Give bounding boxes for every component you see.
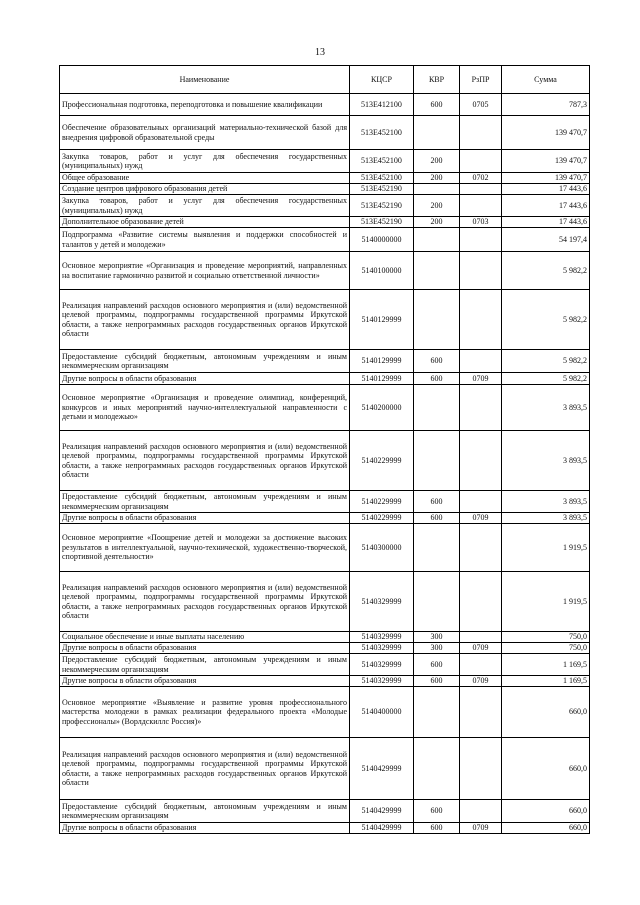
cell-name: Другие вопросы в области образования (60, 513, 350, 524)
cell-rzpr (460, 738, 502, 800)
cell-code: 5140429999 (350, 738, 414, 800)
cell-name: Социальное обеспечение и иные выплаты населению (60, 632, 350, 643)
cell-code: 5140129999 (350, 350, 414, 373)
cell-kvr (414, 184, 460, 195)
cell-name: Основное мероприятие «Выявление и развитие уровня профессионального мастерства молодежи в рамках реализации федерального проекта «Молодые профессионалы» (Ворлдскиллс Россия)» (60, 687, 350, 738)
cell-sum: 139 470,7 (502, 116, 590, 150)
table-row (60, 385, 590, 431)
cell-name: Другие вопросы в области образования (60, 676, 350, 687)
cell-rzpr (460, 800, 502, 823)
table-row (60, 217, 590, 228)
cell-code: 513Е452190 (350, 217, 414, 228)
budget-table (59, 65, 590, 834)
table-row (60, 524, 590, 572)
cell-sum: 54 197,4 (502, 228, 590, 252)
cell-rzpr (460, 632, 502, 643)
cell-name: Предоставление субсидий бюджетным, автономным учреждениям и иным некоммерческим организациям (60, 800, 350, 823)
table-row (60, 290, 590, 350)
cell-name: Закупка товаров, работ и услуг для обеспечения государственных (муниципальных) нужд (60, 195, 350, 217)
page-number: 13 (315, 47, 325, 58)
cell-name: Основное мероприятие «Организация и проведение олимпиад, конференций, конкурсов и иных мероприятий научно-интеллектуальной направленности с детьми и молодежью» (60, 385, 350, 431)
cell-kvr: 600 (414, 800, 460, 823)
cell-sum: 5 982,2 (502, 373, 590, 385)
cell-code: 5140229999 (350, 431, 414, 491)
cell-sum: 139 470,7 (502, 150, 590, 173)
cell-sum: 3 893,5 (502, 491, 590, 513)
cell-sum: 17 443,6 (502, 195, 590, 217)
cell-sum: 17 443,6 (502, 217, 590, 228)
cell-name: Реализация направлений расходов основного мероприятия и (или) ведомственной целевой программы, подпрограммы государственной программы Иркутской области, а также непрограммных расходов государственных органов Иркутской области (60, 290, 350, 350)
cell-name: Реализация направлений расходов основного мероприятия и (или) ведомственной целевой программы, подпрограммы государственной программы Иркутской области, а также непрограммных расходов государственных органов Иркутской области (60, 431, 350, 491)
cell-kvr (414, 116, 460, 150)
cell-sum: 750,0 (502, 643, 590, 654)
cell-rzpr (460, 687, 502, 738)
cell-sum: 5 982,2 (502, 252, 590, 290)
table-row (60, 195, 590, 217)
cell-code: 513Е412100 (350, 94, 414, 116)
cell-code: 5140329999 (350, 643, 414, 654)
header-name: Наименование (60, 66, 350, 94)
cell-sum: 660,0 (502, 738, 590, 800)
table-row (60, 116, 590, 150)
cell-kvr: 600 (414, 676, 460, 687)
table-row (60, 676, 590, 687)
cell-sum: 5 982,2 (502, 350, 590, 373)
cell-rzpr: 0703 (460, 217, 502, 228)
cell-sum: 787,3 (502, 94, 590, 116)
cell-code: 5140329999 (350, 676, 414, 687)
cell-sum: 17 443,6 (502, 184, 590, 195)
cell-rzpr: 0705 (460, 94, 502, 116)
cell-code: 5140129999 (350, 290, 414, 350)
cell-kvr: 300 (414, 632, 460, 643)
cell-rzpr (460, 195, 502, 217)
cell-rzpr (460, 150, 502, 173)
cell-code: 5140200000 (350, 385, 414, 431)
cell-kvr: 600 (414, 373, 460, 385)
cell-sum: 3 893,5 (502, 431, 590, 491)
cell-rzpr (460, 491, 502, 513)
table-row (60, 823, 590, 834)
cell-code: 5140000000 (350, 228, 414, 252)
cell-sum: 660,0 (502, 687, 590, 738)
table-row (60, 513, 590, 524)
table-row (60, 228, 590, 252)
cell-code: 5140329999 (350, 632, 414, 643)
cell-code: 5140129999 (350, 373, 414, 385)
header-code: КЦСР (350, 66, 414, 94)
cell-rzpr (460, 184, 502, 195)
cell-sum: 3 893,5 (502, 385, 590, 431)
cell-name: Закупка товаров, работ и услуг для обеспечения государственных (муниципальных) нужд (60, 150, 350, 173)
table-header-row (60, 66, 590, 94)
cell-rzpr (460, 252, 502, 290)
cell-sum: 1 169,5 (502, 676, 590, 687)
cell-kvr: 600 (414, 491, 460, 513)
table-row (60, 150, 590, 173)
cell-name: Другие вопросы в области образования (60, 643, 350, 654)
table-row (60, 572, 590, 632)
table-row (60, 643, 590, 654)
table-row (60, 654, 590, 676)
cell-rzpr (460, 524, 502, 572)
table-row (60, 350, 590, 373)
cell-code: 5140100000 (350, 252, 414, 290)
cell-rzpr (460, 290, 502, 350)
cell-rzpr: 0702 (460, 173, 502, 184)
cell-kvr (414, 385, 460, 431)
header-sum: Сумма (502, 66, 590, 94)
cell-kvr: 600 (414, 350, 460, 373)
cell-rzpr (460, 228, 502, 252)
cell-name: Подпрограмма «Развитие системы выявления и поддержки способностей и талантов у детей и молодежи» (60, 228, 350, 252)
cell-kvr (414, 290, 460, 350)
cell-rzpr: 0709 (460, 373, 502, 385)
cell-code: 5140429999 (350, 800, 414, 823)
cell-rzpr: 0709 (460, 676, 502, 687)
cell-code: 5140300000 (350, 524, 414, 572)
cell-code: 513Е452100 (350, 116, 414, 150)
cell-rzpr (460, 431, 502, 491)
cell-kvr (414, 738, 460, 800)
cell-code: 5140229999 (350, 513, 414, 524)
header-kvr: КВР (414, 66, 460, 94)
cell-kvr: 600 (414, 94, 460, 116)
cell-code: 5140329999 (350, 654, 414, 676)
cell-name: Предоставление субсидий бюджетным, автономным учреждениям и иным некоммерческим организациям (60, 350, 350, 373)
cell-rzpr: 0709 (460, 513, 502, 524)
table-body (60, 94, 590, 834)
cell-kvr: 600 (414, 513, 460, 524)
cell-code: 513Е452190 (350, 184, 414, 195)
cell-kvr (414, 431, 460, 491)
cell-sum: 1 919,5 (502, 524, 590, 572)
cell-sum: 750,0 (502, 632, 590, 643)
cell-name: Создание центров цифрового образования детей (60, 184, 350, 195)
cell-kvr: 200 (414, 150, 460, 173)
cell-rzpr: 0709 (460, 643, 502, 654)
cell-kvr (414, 252, 460, 290)
cell-code: 5140400000 (350, 687, 414, 738)
cell-kvr (414, 687, 460, 738)
header-rzpr: РзПР (460, 66, 502, 94)
cell-name: Предоставление субсидий бюджетным, автономным учреждениям и иным некоммерческим организациям (60, 491, 350, 513)
table-row (60, 431, 590, 491)
table-row (60, 738, 590, 800)
cell-name: Основное мероприятие «Поощрение детей и молодежи за достижение высоких результатов в интеллектуальной, научно-технической, художественно-творческой, спортивной деятельности» (60, 524, 350, 572)
cell-name: Общее образование (60, 173, 350, 184)
cell-code: 5140229999 (350, 491, 414, 513)
cell-name: Дополнительное образование детей (60, 217, 350, 228)
cell-kvr (414, 228, 460, 252)
cell-code: 5140329999 (350, 572, 414, 632)
cell-code: 513Е452190 (350, 195, 414, 217)
table-row (60, 491, 590, 513)
table-row (60, 252, 590, 290)
cell-rzpr (460, 116, 502, 150)
cell-kvr: 300 (414, 643, 460, 654)
cell-rzpr (460, 385, 502, 431)
cell-name: Другие вопросы в области образования (60, 373, 350, 385)
cell-code: 5140429999 (350, 823, 414, 834)
cell-rzpr: 0709 (460, 823, 502, 834)
cell-kvr: 200 (414, 217, 460, 228)
cell-sum: 660,0 (502, 800, 590, 823)
cell-kvr (414, 524, 460, 572)
table-row (60, 632, 590, 643)
cell-name: Реализация направлений расходов основного мероприятия и (или) ведомственной целевой программы, подпрограммы государственной программы Иркутской области, а также непрограммных расходов государственных органов Иркутской области (60, 738, 350, 800)
cell-rzpr (460, 654, 502, 676)
cell-name: Реализация направлений расходов основного мероприятия и (или) ведомственной целевой программы, подпрограммы государственной программы Иркутской области, а также непрограммных расходов государственных органов Иркутской области (60, 572, 350, 632)
cell-rzpr (460, 572, 502, 632)
cell-kvr: 200 (414, 195, 460, 217)
cell-kvr (414, 572, 460, 632)
cell-name: Профессиональная подготовка, переподготовка и повышение квалификации (60, 94, 350, 116)
cell-name: Другие вопросы в области образования (60, 823, 350, 834)
cell-kvr: 600 (414, 654, 460, 676)
cell-code: 513Е452100 (350, 173, 414, 184)
cell-sum: 1 169,5 (502, 654, 590, 676)
table-row (60, 687, 590, 738)
table-row (60, 94, 590, 116)
table-row (60, 184, 590, 195)
cell-kvr: 600 (414, 823, 460, 834)
table-row (60, 800, 590, 823)
cell-sum: 3 893,5 (502, 513, 590, 524)
table-row (60, 373, 590, 385)
cell-sum: 660,0 (502, 823, 590, 834)
cell-kvr: 200 (414, 173, 460, 184)
cell-code: 513Е452100 (350, 150, 414, 173)
cell-name: Обеспечение образовательных организаций материально-технической базой для внедрения цифровой образовательной среды (60, 116, 350, 150)
cell-sum: 5 982,2 (502, 290, 590, 350)
cell-name: Предоставление субсидий бюджетным, автономным учреждениям и иным некоммерческим организациям (60, 654, 350, 676)
cell-name: Основное мероприятие «Организация и проведение мероприятий, направленных на воспитание гармонично развитой и социально ответственной личности» (60, 252, 350, 290)
cell-sum: 1 919,5 (502, 572, 590, 632)
cell-rzpr (460, 350, 502, 373)
cell-sum: 139 470,7 (502, 173, 590, 184)
table-row (60, 173, 590, 184)
